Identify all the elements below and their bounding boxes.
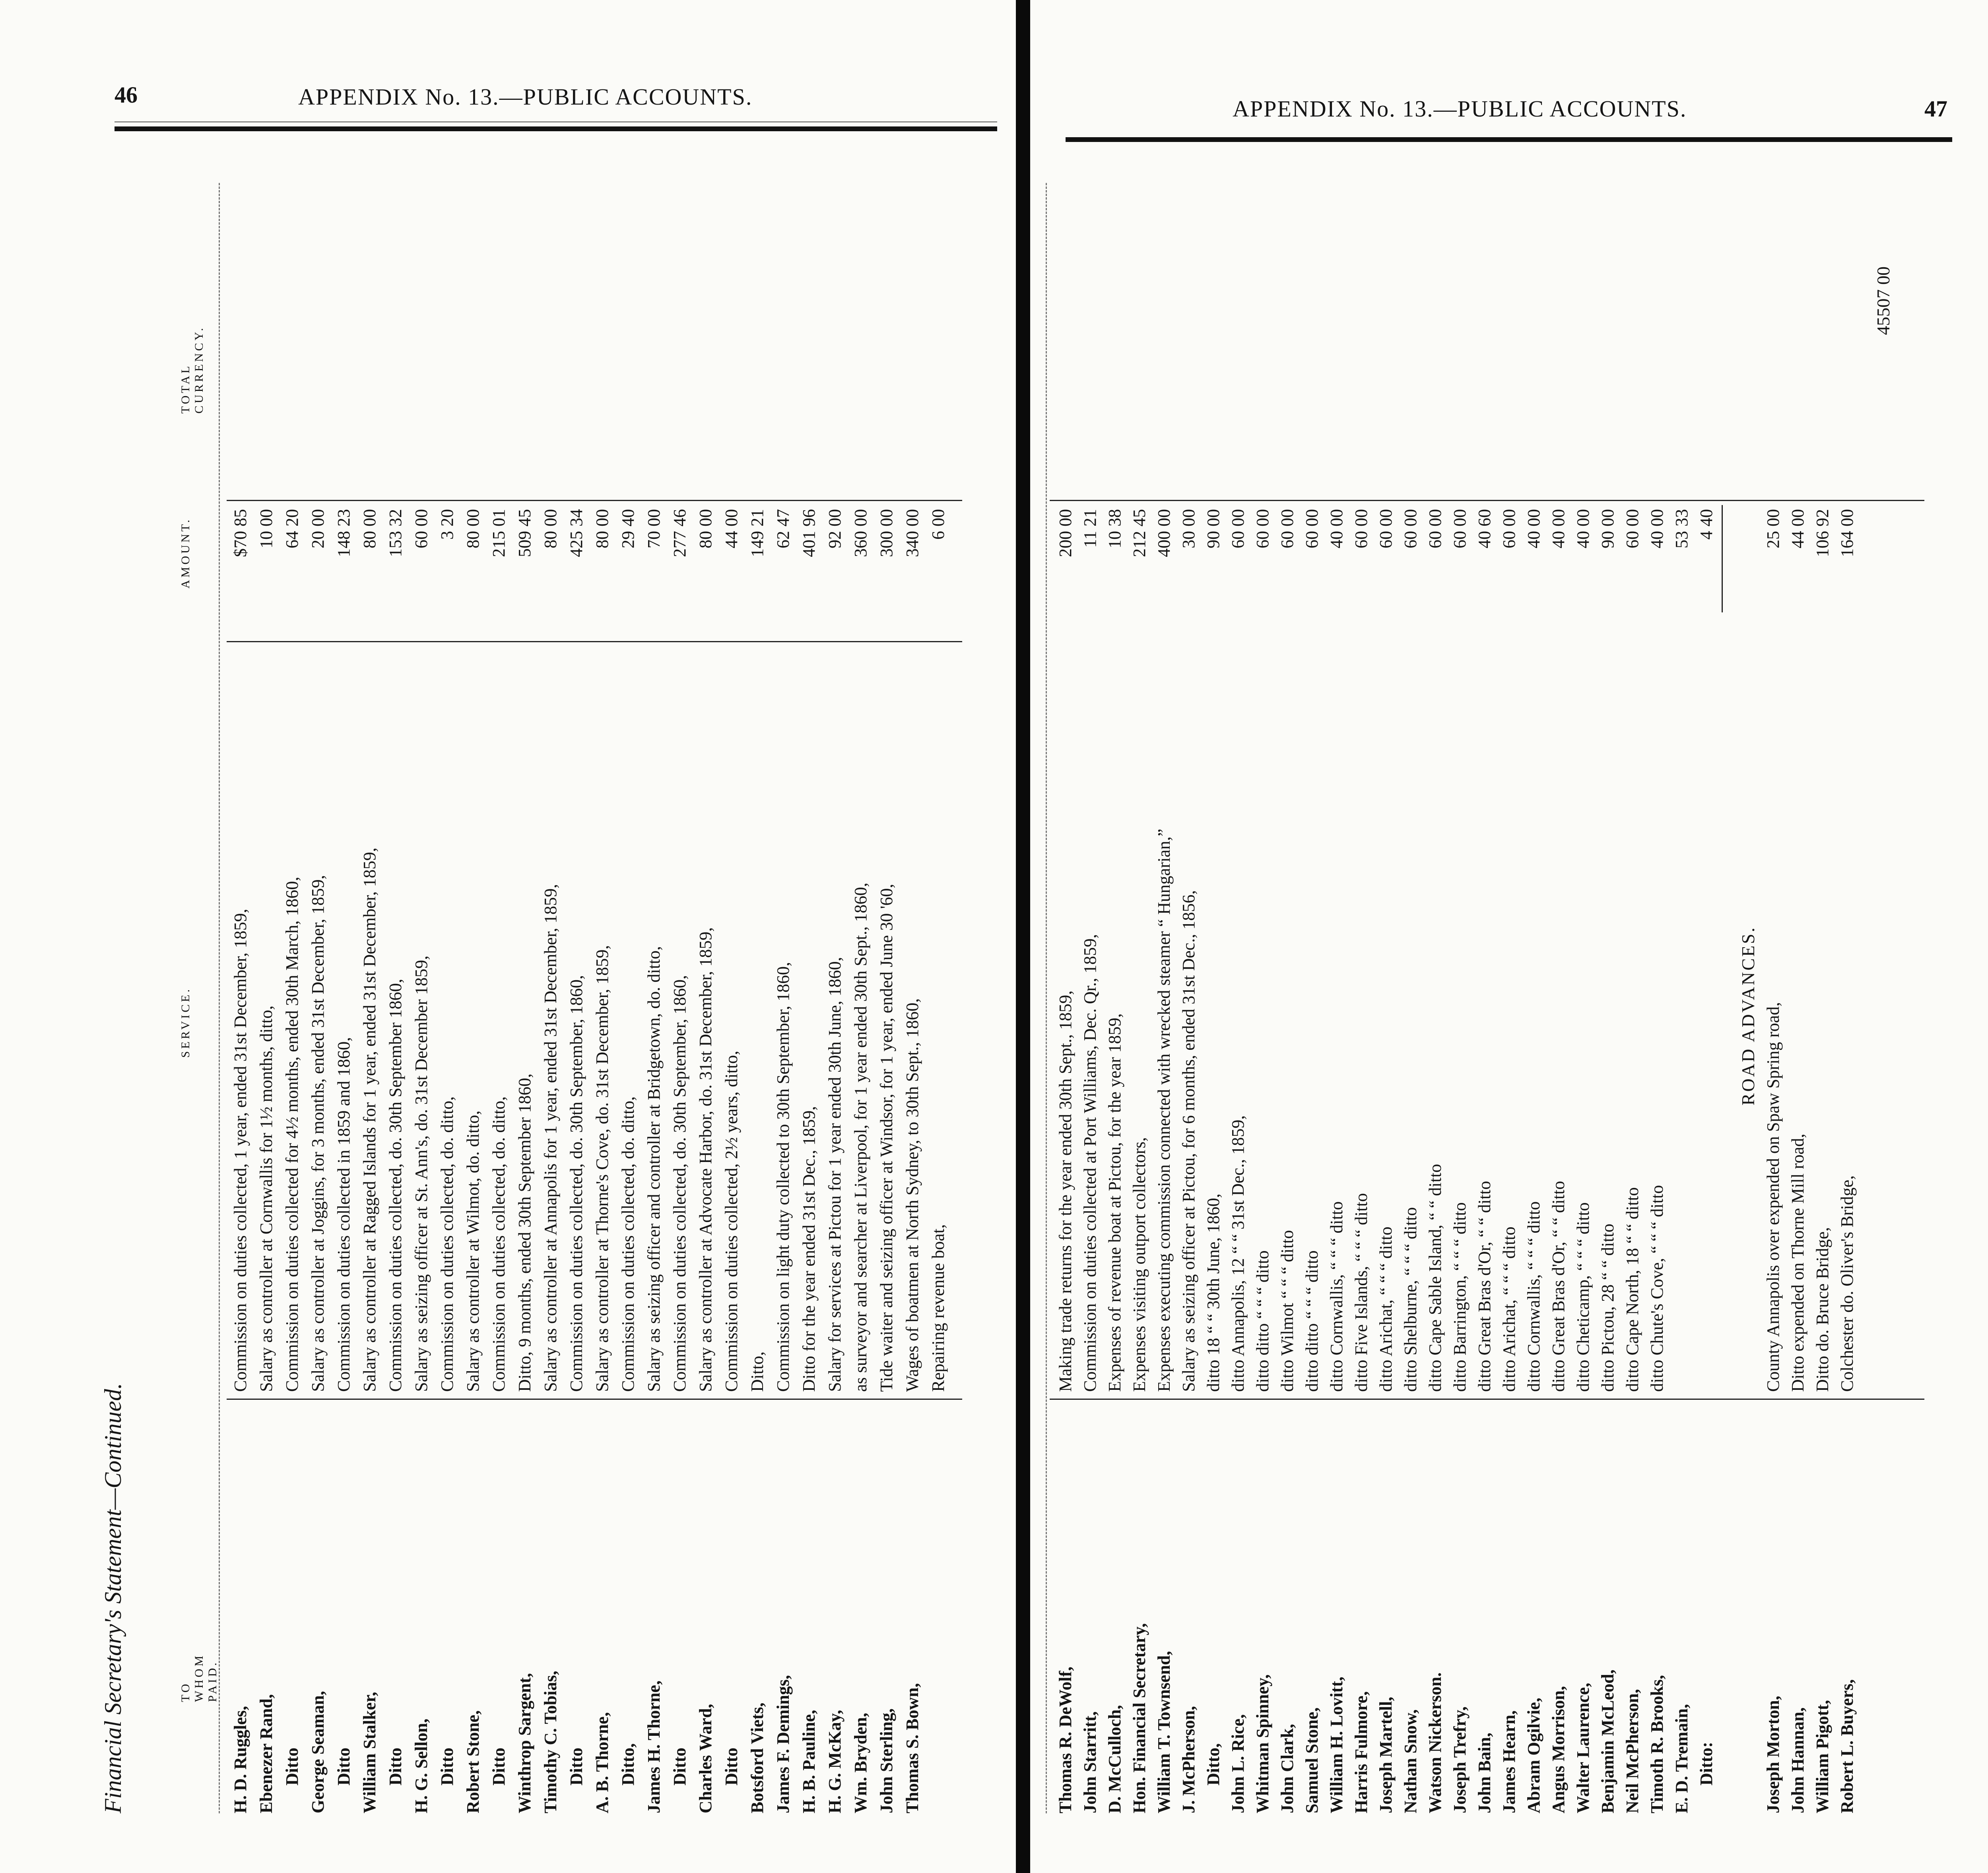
payee-name: H. G. McKay, <box>825 1710 845 1813</box>
payee-name: John Clark, <box>1277 1724 1297 1813</box>
service-description: ditto Wilmot “ “ “ ditto <box>1277 1230 1297 1392</box>
service-description: Salary as controller at Thorne's Cove, do. 31st December, 1859, <box>592 945 612 1392</box>
table-row <box>1761 183 1785 1813</box>
amount-value: 277 46 <box>670 509 689 557</box>
payee-name: Ditto: <box>1697 1742 1716 1786</box>
payee-name: Robert Stone, <box>463 1710 483 1813</box>
left-head-rule <box>115 126 997 131</box>
table-row <box>823 183 847 1813</box>
service-description: Commission on duties collected, do. 30th September 1860, <box>386 979 405 1392</box>
table-row <box>926 183 950 1813</box>
amount-value: 10 00 <box>256 509 276 548</box>
amount-value: 80 00 <box>592 509 612 548</box>
service-description: Commission on duties collected in 1859 and 1860, <box>334 1037 353 1392</box>
left-head-rule-thin <box>115 121 997 122</box>
service-description: as surveyor and searcher at Liverpool, for 1 year ended 30th Sept., 1860, <box>851 882 870 1392</box>
amount-value: 60 00 <box>412 509 431 548</box>
payee-name: Ditto <box>670 1747 689 1786</box>
service-description: ditto Barrington, “ “ “ ditto <box>1450 1202 1470 1392</box>
amount-value: 400 00 <box>1154 509 1174 557</box>
table-row <box>1695 183 1718 1813</box>
payee-name: Ditto <box>282 1747 302 1786</box>
payee-name: Neil McPherson, <box>1623 1689 1642 1813</box>
table-row <box>1835 183 1859 1813</box>
amount-value: 212 45 <box>1130 509 1149 557</box>
payee-name: D. McCulloch, <box>1105 1705 1124 1813</box>
amount-value: 40 00 <box>1573 509 1593 548</box>
amount-value: 80 00 <box>463 509 483 548</box>
payee-name: Ditto <box>386 1747 405 1786</box>
payee-name: Nathan Snow, <box>1401 1709 1420 1813</box>
amount-value: 60 00 <box>1401 509 1420 548</box>
table-row <box>1152 183 1176 1813</box>
payee-name: Charles Ward, <box>696 1704 715 1813</box>
service-description: Repairing revenue boat, <box>928 1224 948 1392</box>
service-description: Colchester do. Oliver's Bridge, <box>1837 1175 1857 1392</box>
table-row <box>771 183 795 1813</box>
amount-value: 70 00 <box>644 509 664 548</box>
table-row <box>280 183 304 1813</box>
amount-value: 30 00 <box>1179 509 1198 548</box>
payee-name: Abram Ogilvie, <box>1524 1698 1543 1813</box>
table-row <box>1621 183 1644 1813</box>
service-description: Salary as controller at Cornwallis for 1½ months, ditto, <box>256 1005 276 1392</box>
table-row <box>1670 183 1694 1813</box>
payee-name: Ditto <box>567 1747 586 1786</box>
service-description: Salary as seizing officer and controller at Bridgetown, do. ditto, <box>644 946 664 1392</box>
table-title: Financial Secretary's Statement—Continued. <box>100 1383 126 1813</box>
payee-name: John Hannan, <box>1788 1707 1807 1813</box>
payee-name: H. G. Sellon, <box>412 1718 431 1813</box>
service-description: ditto Cape Sable Island, “ “ ditto <box>1425 1164 1445 1392</box>
service-description: Commission on duties collected, do. 30th September, 1860, <box>670 975 689 1392</box>
service-description: Salary as seizing officer at St. Ann's, do. 31st December 1859, <box>412 955 431 1392</box>
service-description: Wages of boatmen at North Sydney, to 30th Sept., 1860, <box>903 998 922 1392</box>
amount-value: 90 00 <box>1598 509 1617 548</box>
service-description: Commission on light duty collected to 30th September, 1860, <box>773 962 793 1392</box>
service-description: Commission on duties collected, do. 30th September, 1860, <box>567 975 586 1392</box>
table-row <box>1300 183 1324 1813</box>
table-row <box>254 183 278 1813</box>
amount-value: 6 00 <box>928 509 948 540</box>
table-row <box>1448 183 1472 1813</box>
subtotal-rule <box>1722 505 1723 612</box>
service-description: Making trade returns for the year ended 30th Sept., 1859, <box>1056 990 1075 1392</box>
service-description: Salary as controller at Advocate Harbor, do. 31st December, 1859, <box>696 927 715 1392</box>
service-description: Commission on duties collected, do. ditto, <box>437 1096 457 1392</box>
amount-value: 164 00 <box>1837 509 1857 557</box>
table-row <box>1226 183 1250 1813</box>
amount-value: 215 01 <box>489 509 509 557</box>
table-row <box>1054 183 1077 1813</box>
amount-value: 148 23 <box>334 509 353 557</box>
service-description: Expenses visiting outport collectors, <box>1130 1137 1149 1392</box>
table-row <box>720 183 744 1813</box>
table-row <box>229 183 252 1813</box>
road-advances-title: ROAD ADVANCES. <box>1738 926 1758 1106</box>
service-description: Salary as controller at Joggins, for 3 months, ended 31st December, 1859, <box>308 875 328 1392</box>
table-row <box>1399 183 1423 1813</box>
service-description: Ditto, <box>747 1351 767 1392</box>
service-description: Ditto for the year ended 31st Dec., 1859, <box>799 1106 819 1392</box>
service-description: Salary as controller at Annapolis for 1 year, ended 31st December, 1859, <box>541 884 560 1392</box>
service-description: ditto Great Bras d'Or, “ “ ditto <box>1549 1181 1568 1392</box>
amount-value: 60 00 <box>1425 509 1445 548</box>
table-row <box>1374 183 1398 1813</box>
table-row <box>435 183 459 1813</box>
amount-value: 92 00 <box>825 509 845 548</box>
table-row <box>1811 183 1835 1813</box>
table-row <box>668 183 692 1813</box>
left-page-number: 46 <box>115 82 138 108</box>
amount-value: 60 00 <box>1499 509 1519 548</box>
service-description: ditto 18 “ “ 30th June, 1860, <box>1204 1193 1223 1392</box>
payee-name: John Starritt, <box>1080 1711 1100 1813</box>
amount-value: 11 21 <box>1080 509 1100 548</box>
service-description: Commission on duties collected at Port Williams, Dec. Qr., 1859, <box>1080 934 1100 1392</box>
payee-name: Hon. Financial Secretary, <box>1130 1623 1149 1813</box>
payee-name: Ditto, <box>1204 1743 1223 1786</box>
table-row <box>797 183 821 1813</box>
service-description: Tide waiter and seizing officer at Windsor, for 1 year, ended June 30 '60, <box>877 884 896 1392</box>
payee-name: Ditto <box>437 1747 457 1786</box>
amount-value: 44 00 <box>1788 509 1807 548</box>
table-row <box>1177 183 1201 1813</box>
table-row <box>565 183 588 1813</box>
service-description: ditto Great Bras d'Or, “ “ ditto <box>1475 1181 1494 1392</box>
amount-value: 40 00 <box>1549 509 1568 548</box>
table-row <box>1276 183 1299 1813</box>
service-description: Salary as controller at Ragged Islands for 1 year, ended 31st December, 1859, <box>360 847 379 1392</box>
table-row <box>1251 183 1275 1813</box>
payee-name: Botsford Viets, <box>747 1702 767 1813</box>
service-description: Commission on duties collected, do. ditto, <box>618 1096 638 1392</box>
service-description: Commission on duties collected for 4½ months, ended 30th March, 1860, <box>282 876 302 1392</box>
payee-name: Robert L. Buyers, <box>1837 1679 1857 1813</box>
service-description: ditto Cornwallis, “ “ “ ditto <box>1327 1201 1346 1392</box>
amount-value: 25 00 <box>1763 509 1783 548</box>
service-description: Salary as seizing officer at Pictou, for 6 months, ended 31st Dec., 1856, <box>1179 890 1198 1392</box>
amount-value: 40 00 <box>1524 509 1543 548</box>
amount-value: 509 45 <box>515 509 534 557</box>
amount-value: 44 00 <box>722 509 741 548</box>
service-description: ditto Shelburne, “ “ “ ditto <box>1401 1207 1420 1392</box>
payee-name: Harris Fulmore, <box>1351 1691 1371 1813</box>
payee-name: Ditto, <box>618 1743 638 1786</box>
service-description: Ditto expended on Thorne Mill road, <box>1788 1133 1807 1392</box>
amount-value: 60 00 <box>1450 509 1470 548</box>
payee-name: Wm. Bryden, <box>851 1713 870 1813</box>
table-row <box>901 183 924 1813</box>
payee-name: John L. Rice, <box>1228 1714 1248 1813</box>
payee-name: Winthrop Sargent, <box>515 1673 534 1813</box>
amount-value: 90 00 <box>1204 509 1223 548</box>
header-dashed-rule <box>219 183 220 1813</box>
right-top-dashed-rule <box>1046 183 1047 1813</box>
amount-value: 153 32 <box>386 509 405 557</box>
amount-value: 10 38 <box>1105 509 1124 548</box>
payee-name: John Bain, <box>1475 1733 1494 1813</box>
table-row <box>513 183 537 1813</box>
service-description: Expenses of revenue boat at Pictou, for the year 1859, <box>1105 1013 1124 1392</box>
amount-value: 340 00 <box>903 509 922 557</box>
right-page-number: 47 <box>1924 96 1947 122</box>
payee-name: Ditto <box>722 1747 741 1786</box>
table-row <box>1497 183 1521 1813</box>
payee-name: Whitman Spinney, <box>1253 1674 1272 1813</box>
table-row <box>1078 183 1102 1813</box>
page-gutter-spine <box>1016 0 1030 1873</box>
amount-value: 64 20 <box>282 509 302 548</box>
service-description: Ditto, 9 months, ended 30th September 1860, <box>515 1073 534 1392</box>
payee-name: H. B. Pauline, <box>799 1710 819 1813</box>
payee-name: Timothy C. Tobias, <box>541 1671 560 1813</box>
service-description: ditto Arichat, “ “ “ ditto <box>1376 1226 1396 1392</box>
table-row <box>306 183 330 1813</box>
table-row <box>746 183 769 1813</box>
table-row <box>694 183 718 1813</box>
amount-value: 80 00 <box>696 509 715 548</box>
table-row <box>1423 183 1447 1813</box>
amount-value: 29 40 <box>618 509 638 548</box>
service-description: Salary as controller at Wilmot, do. ditto, <box>463 1110 483 1392</box>
service-description: County Annapolis over expended on Spaw Spring road, <box>1763 1002 1783 1392</box>
table-row <box>410 183 433 1813</box>
table-row <box>1547 183 1571 1813</box>
col-header-total: TOTAL CURRENCY. <box>179 326 206 414</box>
payee-name: E. D. Tremain, <box>1672 1704 1691 1813</box>
payee-name: Thomas S. Bown, <box>903 1683 922 1813</box>
table-row <box>1349 183 1373 1813</box>
service-description: Commission on duties collected, 1 year, ended 31st December, 1859, <box>231 909 250 1392</box>
payee-name: Watson Nickerson. <box>1425 1672 1445 1813</box>
amount-value: 62 47 <box>773 509 793 548</box>
payee-name: Joseph Morton, <box>1763 1696 1783 1813</box>
service-description: ditto Pictou, 28 “ “ ditto <box>1598 1224 1617 1392</box>
service-description: ditto ditto “ “ “ ditto <box>1302 1250 1322 1392</box>
payee-name: George Seaman, <box>308 1691 328 1813</box>
table-row <box>1103 183 1127 1813</box>
table-row <box>875 183 899 1813</box>
table-row <box>358 183 382 1813</box>
right-running-head: APPENDIX No. 13.—PUBLIC ACCOUNTS. <box>1233 96 1687 122</box>
col-header-to-whom: TO WHOM PAID. <box>179 1653 219 1702</box>
col-header-service: SERVICE. <box>179 987 192 1058</box>
service-description: ditto Annapolis, 12 “ “ 31st Dec., 1859, <box>1228 1115 1248 1392</box>
service-description: Commission on duties collected, do. ditto, <box>489 1096 509 1392</box>
service-description: Commission on duties collected, 2½ years, ditto, <box>722 1051 741 1392</box>
payee-name: Thomas R. DeWolf, <box>1056 1666 1075 1813</box>
table-row <box>1571 183 1595 1813</box>
left-running-head: APPENDIX No. 13.—PUBLIC ACCOUNTS. <box>298 84 753 110</box>
payee-name: James H. Thorne, <box>644 1680 664 1813</box>
amount-value: 60 00 <box>1376 509 1396 548</box>
table-row <box>384 183 408 1813</box>
table-row <box>1202 183 1225 1813</box>
payee-name: Timoth R. Brooks, <box>1647 1675 1667 1813</box>
service-description: Ditto do. Bruce Bridge, <box>1813 1227 1832 1392</box>
table-row <box>1522 183 1546 1813</box>
amount-value: 60 00 <box>1302 509 1322 548</box>
amount-value: 40 00 <box>1647 509 1667 548</box>
col-header-amount: AMOUNT. <box>179 517 192 589</box>
amount-value: 4 40 <box>1697 509 1716 540</box>
payee-name: Benjamin McLeod, <box>1598 1669 1617 1813</box>
amount-value: 3 20 <box>437 509 457 540</box>
table-row <box>461 183 485 1813</box>
amount-value: 106 92 <box>1813 509 1832 557</box>
table-row <box>1325 183 1349 1813</box>
amount-value: 60 00 <box>1228 509 1248 548</box>
service-description: ditto Arichat, “ “ “ ditto <box>1499 1226 1519 1392</box>
table-row <box>487 183 511 1813</box>
amount-value: 80 00 <box>360 509 379 548</box>
amount-value: 200 00 <box>1056 509 1075 557</box>
payee-name: William Pigott, <box>1813 1700 1832 1813</box>
amount-value: 360 00 <box>851 509 870 557</box>
payee-name: James Hearn, <box>1499 1710 1519 1813</box>
amount-value: 149 21 <box>747 509 767 557</box>
amount-value: 401 96 <box>799 509 819 557</box>
amount-value: 300 00 <box>877 509 896 557</box>
service-description: ditto Cheticamp, “ “ “ ditto <box>1573 1202 1593 1392</box>
payee-name: Ebenezer Rand, <box>256 1694 276 1813</box>
amount-value: 40 00 <box>1327 509 1346 548</box>
table-row <box>1596 183 1620 1813</box>
amount-value: 60 00 <box>1623 509 1642 548</box>
payee-name: James F. Demings, <box>773 1675 793 1813</box>
table-row <box>616 183 640 1813</box>
payee-name: Walter Laurence, <box>1573 1683 1593 1813</box>
right-head-rule <box>1066 137 1952 142</box>
table-row <box>1786 183 1810 1813</box>
payee-name: Joseph Martell, <box>1376 1696 1396 1813</box>
service-description: Salary for services at Pictou for 1 year ended 30th June, 1860, <box>825 957 845 1392</box>
payee-name: Angus Morrison, <box>1549 1686 1568 1813</box>
table-row <box>642 183 666 1813</box>
service-description: ditto Cape North, 18 “ “ ditto <box>1623 1187 1642 1392</box>
total-currency: 45507 00 <box>1873 266 1893 335</box>
table-row <box>332 183 356 1813</box>
service-description: Expenses executing commission connected with wrecked steamer “ Hungarian,” <box>1154 828 1174 1392</box>
payee-name: William H. Lovitt, <box>1327 1677 1346 1813</box>
payee-name: William Stalker, <box>360 1692 379 1813</box>
amount-value: $70 85 <box>231 509 250 557</box>
payee-name: Samuel Stone, <box>1302 1707 1322 1813</box>
amount-value: 53 33 <box>1672 509 1691 548</box>
amount-value: 40 60 <box>1475 509 1494 548</box>
amount-value: 60 00 <box>1351 509 1371 548</box>
service-description: ditto Chute's Cove, “ “ “ ditto <box>1647 1185 1667 1392</box>
payee-name: J. McPherson, <box>1179 1706 1198 1813</box>
table-row <box>1645 183 1669 1813</box>
table-row <box>849 183 873 1813</box>
payee-name: H. D. Ruggles, <box>231 1706 250 1813</box>
service-description: ditto Five Islands, “ “ “ ditto <box>1351 1193 1371 1392</box>
table-row <box>1128 183 1151 1813</box>
service-description: ditto ditto “ “ “ ditto <box>1253 1250 1272 1392</box>
payee-name: Joseph Trefry, <box>1450 1706 1470 1813</box>
amount-value: 60 00 <box>1277 509 1297 548</box>
payee-name: A. B. Thorne, <box>592 1712 612 1813</box>
amount-value: 60 00 <box>1253 509 1272 548</box>
payee-name: Ditto <box>334 1747 353 1786</box>
payee-name: John Sterling, <box>877 1708 896 1813</box>
service-description: ditto Cornwallis, “ “ “ ditto <box>1524 1201 1543 1392</box>
payee-name: William T. Townsend, <box>1154 1651 1174 1813</box>
table-row <box>1473 183 1497 1813</box>
table-row <box>539 183 563 1813</box>
amount-value: 20 00 <box>308 509 328 548</box>
amount-value: 80 00 <box>541 509 560 548</box>
payee-name: Ditto <box>489 1747 509 1786</box>
amount-value: 425 34 <box>567 509 586 557</box>
table-row <box>590 183 614 1813</box>
